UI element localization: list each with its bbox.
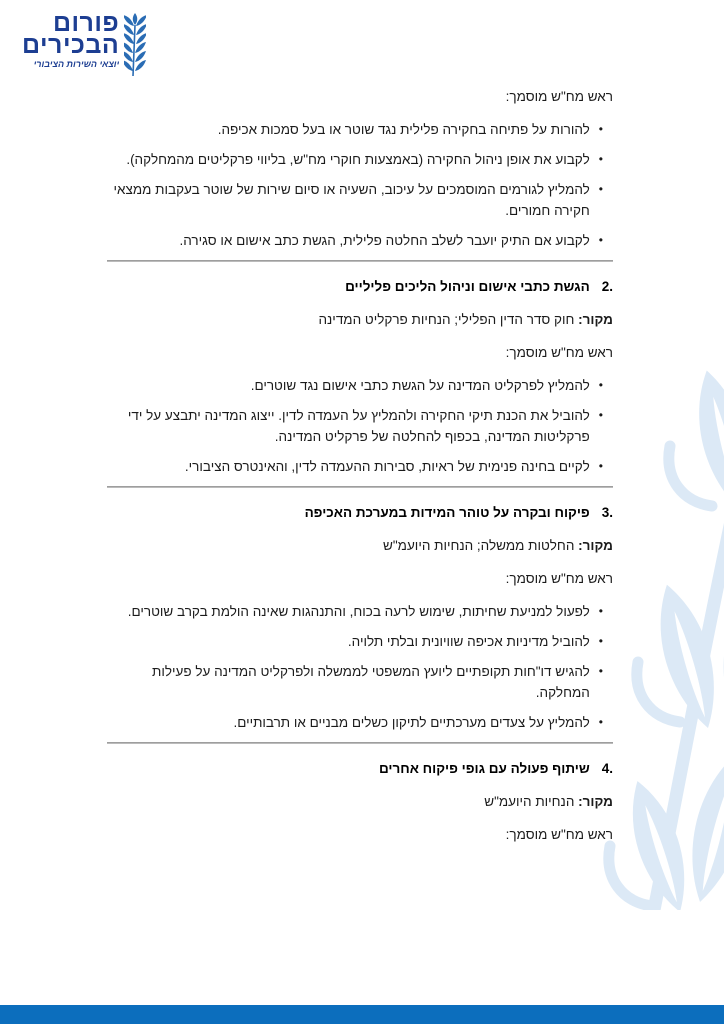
bullet-icon: • bbox=[598, 664, 603, 678]
section-heading bbox=[107, 276, 613, 297]
bullet-list bbox=[107, 601, 613, 733]
bullet-text: לקבוע אם התיק יועבר לשלב החלטה פלילית, הגשת כתב אישום או סגירה. bbox=[179, 233, 590, 248]
section-separator bbox=[107, 742, 613, 744]
logo-tagline: יוצאי השירות הציבורי bbox=[33, 59, 120, 69]
section-title: פיקוח ובקרה על טוהר המידות במערכת האכיפה bbox=[304, 505, 590, 520]
authority-line: ראש מח"ש מוסמך: bbox=[505, 345, 613, 360]
section-number: 4. bbox=[601, 761, 613, 776]
bullet-icon: • bbox=[598, 604, 603, 618]
authority-line: ראש מח"ש מוסמך: bbox=[505, 571, 613, 586]
bullet-item bbox=[107, 456, 603, 477]
bullet-icon: • bbox=[598, 152, 603, 166]
section bbox=[107, 86, 613, 262]
section-number: 3. bbox=[601, 505, 613, 520]
wheat-sheaf-icon bbox=[124, 12, 146, 78]
logo-title-line1: פורום bbox=[52, 9, 120, 37]
source-line bbox=[107, 791, 613, 812]
logo-title-line2: הבכירים bbox=[22, 31, 120, 59]
source-line bbox=[107, 535, 613, 556]
bullet-item bbox=[107, 601, 603, 622]
bullet-list bbox=[107, 375, 613, 477]
bullet-icon: • bbox=[598, 182, 603, 196]
bullet-text: להוביל מדיניות אכיפה שוויונית ובלתי תלויה. bbox=[347, 634, 590, 649]
authority-line: ראש מח"ש מוסמך: bbox=[505, 89, 613, 104]
document-content bbox=[107, 86, 613, 857]
source-text: הנחיות היועמ"ש bbox=[484, 794, 575, 809]
leaf-branch-watermark-icon bbox=[594, 280, 724, 910]
bullet-text: להורות על פתיחה בחקירה פלילית נגד שוטר או בעל סמכות אכיפה. bbox=[217, 122, 590, 137]
bullet-text: להוביל את הכנת תיקי החקירה ולהמליץ על העמדה לדין. ייצוג המדינה יתבצע על ידי פרקליטות המדינה, בכפוף להחלטה של פרקליט המדינה. bbox=[127, 408, 590, 444]
bullet-text: להמליץ לגורמים המוסמכים על עיכוב, השעיה או סיום שירות של שוטר בעקבות ממצאי חקירה חמורים. bbox=[113, 182, 590, 218]
footer-bar bbox=[0, 1005, 724, 1024]
bullet-icon: • bbox=[598, 233, 603, 247]
section bbox=[107, 758, 613, 845]
section bbox=[107, 276, 613, 488]
bullet-icon: • bbox=[598, 715, 603, 729]
bullet-icon: • bbox=[598, 408, 603, 422]
bullet-item bbox=[107, 375, 603, 396]
logo-text bbox=[22, 9, 120, 69]
source-label: מקור: bbox=[578, 312, 613, 327]
bullet-text: לקיים בחינה פנימית של ראיות, סבירות ההעמדה לדין, והאינטרס הציבורי. bbox=[184, 459, 590, 474]
bullet-list bbox=[107, 119, 613, 251]
bullet-icon: • bbox=[598, 459, 603, 473]
authority-line: ראש מח"ש מוסמך: bbox=[505, 827, 613, 842]
section-number: 2. bbox=[601, 279, 613, 294]
source-label: מקור: bbox=[578, 794, 613, 809]
bullet-item bbox=[107, 149, 603, 170]
bullet-item bbox=[107, 712, 603, 733]
section-separator bbox=[107, 260, 613, 262]
bullet-icon: • bbox=[598, 378, 603, 392]
bullet-item bbox=[107, 631, 603, 652]
section-heading bbox=[107, 758, 613, 779]
bullet-icon: • bbox=[598, 122, 603, 136]
bullet-item bbox=[107, 661, 603, 703]
section-heading bbox=[107, 502, 613, 523]
source-line bbox=[107, 309, 613, 330]
bullet-icon: • bbox=[598, 634, 603, 648]
bullet-item bbox=[107, 179, 603, 221]
bullet-text: להמליץ על צעדים מערכתיים לתיקון כשלים מבניים או תרבותיים. bbox=[233, 715, 590, 730]
bullet-item bbox=[107, 119, 603, 140]
section bbox=[107, 502, 613, 744]
source-text: חוק סדר הדין הפלילי; הנחיות פרקליט המדינה bbox=[318, 312, 575, 327]
section-title: הגשת כתבי אישום וניהול הליכים פליליים bbox=[345, 279, 590, 294]
section-separator bbox=[107, 486, 613, 488]
bullet-item bbox=[107, 230, 603, 251]
source-label: מקור: bbox=[578, 538, 613, 553]
section-title: שיתוף פעולה עם גופי פיקוח אחרים bbox=[378, 761, 590, 776]
source-text: החלטות ממשלה; הנחיות היועמ"ש bbox=[383, 538, 575, 553]
bullet-item bbox=[107, 405, 603, 447]
bullet-text: להגיש דו"חות תקופתיים ליועץ המשפטי לממשלה ולפרקליט המדינה על פעילות המחלקה. bbox=[152, 664, 590, 700]
bullet-text: לקבוע את אופן ניהול החקירה (באמצעות חוקרי מח"ש, בליווי פרקליטים מהמחלקה). bbox=[126, 152, 590, 167]
bullet-text: להמליץ לפרקליט המדינה על הגשת כתבי אישום נגד שוטרים. bbox=[250, 378, 590, 393]
logo bbox=[22, 9, 146, 78]
bullet-text: לפעול למניעת שחיתות, שימוש לרעה בכוח, והתנהגות שאינה הולמת בקרב שוטרים. bbox=[127, 604, 590, 619]
